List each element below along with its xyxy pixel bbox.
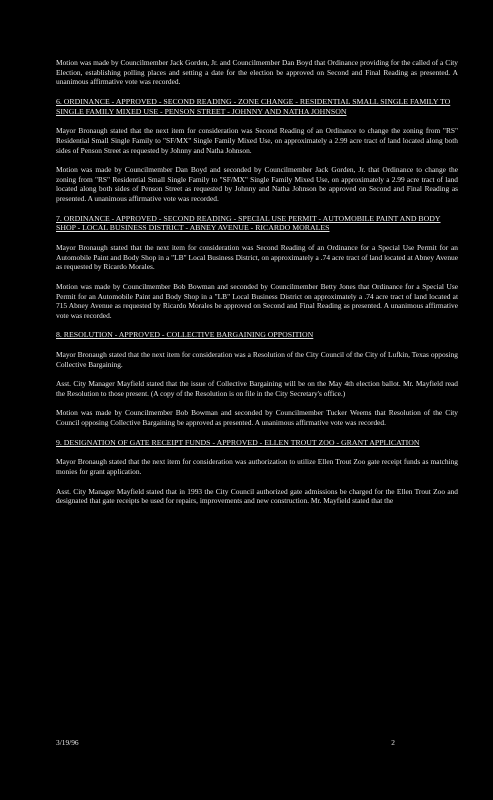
section-9-heading: 9. DESIGNATION OF GATE RECEIPT FUNDS - APPROVED - ELLEN TROUT ZOO - GRANT APPLICATION bbox=[56, 437, 420, 447]
page-footer bbox=[56, 738, 395, 747]
section-8-heading: 8. RESOLUTION - APPROVED - COLLECTIVE BARGAINING OPPOSITION bbox=[56, 330, 314, 340]
section-6-heading: 6. ORDINANCE - APPROVED - SECOND READING - ZONE CHANGE - RESIDENTIAL SMALL SINGLE FAMILY TO SINGLE FAMILY MIXED USE - PENSON STREET - JOHNNY AND NATHA JOHNSON bbox=[56, 96, 451, 116]
intro-paragraph: Motion was made by Councilmember Jack Gorden, Jr. and Councilmember Dan Boyd that Ordinance providing for the called of a City Election, establishing polling places and setting a date for the election be approved on Second and Final Reading as presented. A unanimous affirmative vote was recorded. bbox=[56, 58, 458, 87]
section-7-paragraph-1: Mayor Bronaugh stated that the next item for consideration was Second Reading of an Ordinance for a Special Use Permit for an Automobile Paint and Body Shop in a "LB" Local Business District, on approximately a .74 acre tract of land located at Abney Avenue as requested by Ricardo Morales. bbox=[56, 243, 458, 272]
section-8-paragraph-2: Asst. City Manager Mayfield stated that the issue of Collective Bargaining will be on the May 4th election ballot. Mr. Mayfield read the Resolution to those present. (A copy of the Resolution is on file in the City Secretary's office.) bbox=[56, 379, 458, 398]
section-6-paragraph-1: Mayor Bronaugh stated that the next item for consideration was Second Reading of an Ordinance to change the zoning from "RS" Residential Small Single Family to "SF/MX" Single Family Mixed Use, on approximately a 2.99 acre tract of land located along both sides of Penson Street as requested by Johnny and Natha Johnson. bbox=[56, 126, 458, 155]
section-8-paragraph-1: Mayor Bronaugh stated that the next item for consideration was a Resolution of the City Council of the City of Lufkin, Texas opposing Collective Bargaining. bbox=[56, 350, 458, 369]
footer-date: 3/19/96 bbox=[56, 738, 79, 747]
section-8-paragraph-3: Motion was made by Councilmember Bob Bowman and seconded by Councilmember Tucker Weems that Resolution of the City Council opposing Collective Bargaining be approved as presented. A unanimous affirmative vote was recorded. bbox=[56, 408, 458, 428]
page-number: 2 bbox=[391, 738, 395, 747]
document-page bbox=[56, 58, 458, 516]
section-7-paragraph-2: Motion was made by Councilmember Bob Bowman and seconded by Councilmember Betty Jones that Ordinance for a Special Use Permit for an Automobile Paint and Body Shop in a "LB" Local Business District on approximately a .74 acre tract of land located at 715 Abney Avenue as requested by Ricardo Morales be approved on Second and Final Reading as presented. A unanimous affirmative vote was recorded. bbox=[56, 281, 458, 320]
section-9-paragraph-1: Mayor Bronaugh stated that the next item for consideration was authorization to utilize Ellen Trout Zoo gate receipt funds as matching monies for grant application. bbox=[56, 457, 458, 477]
section-6-paragraph-2: Motion was made by Councilmember Dan Boyd and seconded by Councilmember Jack Gorden, Jr. that Ordinance to change the zoning from "RS" Residential Small Single Family to "SF/MX" Single Family Mixed Use, on approximately a 2.99 acre tract of land located along both sides of Penson Street as requested by Johnny and Natha Johnson be approved on Second and Final Reading as presented. A unanimous affirmative vote was recorded. bbox=[56, 165, 458, 203]
section-7-heading: 7. ORDINANCE - APPROVED - SECOND READING - SPECIAL USE PERMIT - AUTOMOBILE PAINT AND BODY SHOP - LOCAL BUSINESS DISTRICT - ABNEY AVENUE - RICARDO MORALES bbox=[56, 213, 441, 233]
section-9-paragraph-2: Asst. City Manager Mayfield stated that in 1993 the City Council authorized gate admissions be charged for the Ellen Trout Zoo and designated that gate receipts be used for repairs, improvements and new construction. Mr. Mayfield stated that the bbox=[56, 486, 458, 506]
